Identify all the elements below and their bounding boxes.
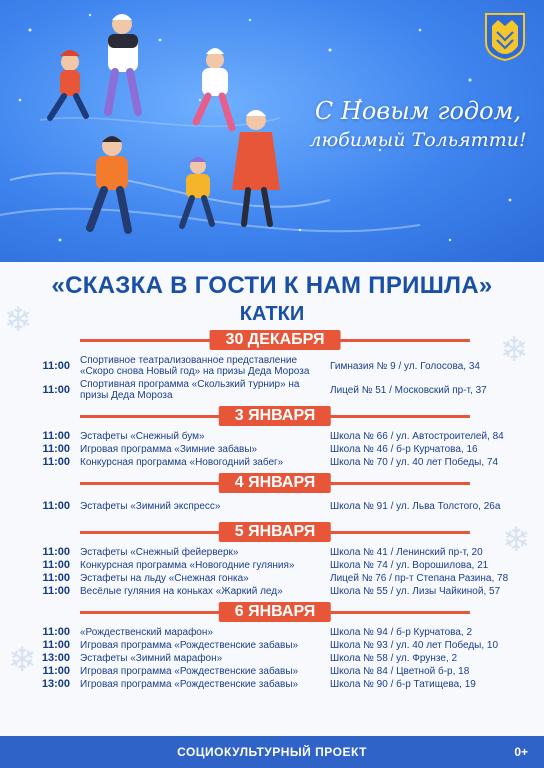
day-block <box>30 330 520 402</box>
event-row <box>30 626 520 639</box>
snowflake-icon: ❄ <box>500 331 529 369</box>
day-banner <box>30 330 520 350</box>
city-emblem-icon <box>484 12 526 62</box>
event-name: Эстафеты на льду «Снежная гонка» <box>80 573 249 584</box>
greeting <box>298 96 538 152</box>
event-row <box>30 456 520 469</box>
event-row <box>30 559 520 572</box>
page-title <box>0 272 544 326</box>
event-time: 11:00 <box>42 559 70 571</box>
event-name: Весёлые гуляния на коньках «Жаркий лед» <box>80 586 283 597</box>
event-row <box>30 546 520 559</box>
event-row <box>30 665 520 678</box>
event-row <box>30 572 520 585</box>
event-name: Эстафеты «Зимний марафон» <box>80 653 223 664</box>
event-name: Спортивное театрализованное представление «Скоро снова Новый год» на призы Деда Мороза <box>80 355 310 377</box>
age-rating: 0+ <box>514 745 528 759</box>
day-date: 6 ЯНВАРЯ <box>219 602 331 622</box>
event-time: 13:00 <box>41 652 70 664</box>
event-time: 11:00 <box>42 384 70 396</box>
event-row <box>30 639 520 652</box>
event-place: Школа № 70 / ул. 40 лет Победы, 74 <box>330 457 499 468</box>
day-banner <box>30 602 520 622</box>
event-row <box>30 678 520 691</box>
event-name: Игровая программа «Рождественские забавы» <box>80 640 299 651</box>
day-date: 30 ДЕКАБРЯ <box>210 330 341 350</box>
event-place: Гимназия № 9 / ул. Голосова, 34 <box>330 361 480 372</box>
day-banner <box>30 473 520 493</box>
project-label: СОЦИОКУЛЬТУРНЫЙ ПРОЕКТ <box>177 745 367 759</box>
event-name: Конкурсная программа «Новогодние гуляния» <box>80 560 295 571</box>
event-name: Игровая программа «Рождественские забавы» <box>80 679 299 690</box>
event-time: 11:00 <box>42 639 70 651</box>
greeting-line1: С Новым годом, <box>314 97 522 125</box>
hero-banner <box>0 0 544 262</box>
day-block <box>30 406 520 469</box>
snowflake-icon: ❄ <box>8 641 37 679</box>
title-sub: КАТКИ <box>239 303 305 325</box>
event-time: 11:00 <box>42 443 70 455</box>
day-date: 3 ЯНВАРЯ <box>219 406 331 426</box>
event-time: 11:00 <box>42 430 70 442</box>
event-time: 11:00 <box>42 546 70 558</box>
event-place: Школа № 41 / Ленинский пр-т, 20 <box>330 547 483 558</box>
event-row <box>30 354 520 378</box>
event-place: Школа № 91 / ул. Льва Толстого, 26а <box>330 501 501 512</box>
event-time: 11:00 <box>42 500 70 512</box>
event-name: «Рождественский марафон» <box>80 627 213 638</box>
day-date: 4 ЯНВАРЯ <box>219 473 331 493</box>
greeting-line2: любимый Тольятти! <box>309 129 527 151</box>
day-block <box>30 522 520 598</box>
event-name: Эстафеты «Снежный фейерверк» <box>80 547 239 558</box>
event-row <box>30 585 520 598</box>
event-time: 11:00 <box>42 572 70 584</box>
event-row <box>30 497 520 518</box>
snowflake-icon: ❄ <box>4 301 33 339</box>
event-place: Школа № 93 / ул. 40 лет Победы, 10 <box>330 640 499 651</box>
event-time: 11:00 <box>42 456 70 468</box>
day-banner <box>30 522 520 542</box>
event-place: Школа № 90 / б-р Татищева, 19 <box>330 679 476 690</box>
event-row <box>30 430 520 443</box>
event-row <box>30 652 520 665</box>
event-place: Школа № 46 / б-р Курчатова, 16 <box>330 444 478 455</box>
event-time: 11:00 <box>42 626 70 638</box>
event-time: 13:00 <box>41 678 70 690</box>
day-block <box>30 602 520 691</box>
event-time: 11:00 <box>42 585 70 597</box>
event-place: Школа № 58 / ул. Фрунзе, 2 <box>330 653 458 664</box>
event-name: Игровая программа «Рождественские забавы» <box>80 666 299 677</box>
day-banner <box>30 406 520 426</box>
event-row <box>30 443 520 456</box>
event-place: Лицей № 51 / Московский пр-т, 37 <box>330 385 487 396</box>
event-place: Школа № 74 / ул. Ворошилова, 21 <box>330 560 489 571</box>
event-name: Конкурсная программа «Новогодний забег» <box>80 457 284 468</box>
event-place: Лицей № 76 / пр-т Степана Разина, 78 <box>330 573 509 584</box>
footer <box>0 736 544 768</box>
event-row <box>30 378 520 402</box>
event-place: Школа № 84 / Цветной б-р, 18 <box>330 666 470 677</box>
title-main: «СКАЗКА В ГОСТИ К НАМ ПРИШЛА» <box>51 272 493 299</box>
event-place: Школа № 94 / б-р Курчатова, 2 <box>330 627 473 638</box>
event-name: Спортивная программа «Скользкий турнир» на призы Деда Мороза <box>80 379 300 401</box>
event-time: 11:00 <box>42 360 70 372</box>
event-place: Школа № 55 / ул. Лизы Чайкиной, 57 <box>330 586 501 597</box>
day-date: 5 ЯНВАРЯ <box>219 522 331 542</box>
schedule <box>30 330 520 695</box>
event-name: Игровая программа «Зимние забавы» <box>80 444 258 455</box>
event-time: 11:00 <box>42 665 70 677</box>
day-block <box>30 473 520 518</box>
event-place: Школа № 66 / ул. Автостроителей, 84 <box>330 431 504 442</box>
event-name: Эстафеты «Зимний экспресс» <box>80 501 221 512</box>
snowflake-icon: ❄ <box>502 521 531 559</box>
event-name: Эстафеты «Снежный бум» <box>80 431 205 442</box>
